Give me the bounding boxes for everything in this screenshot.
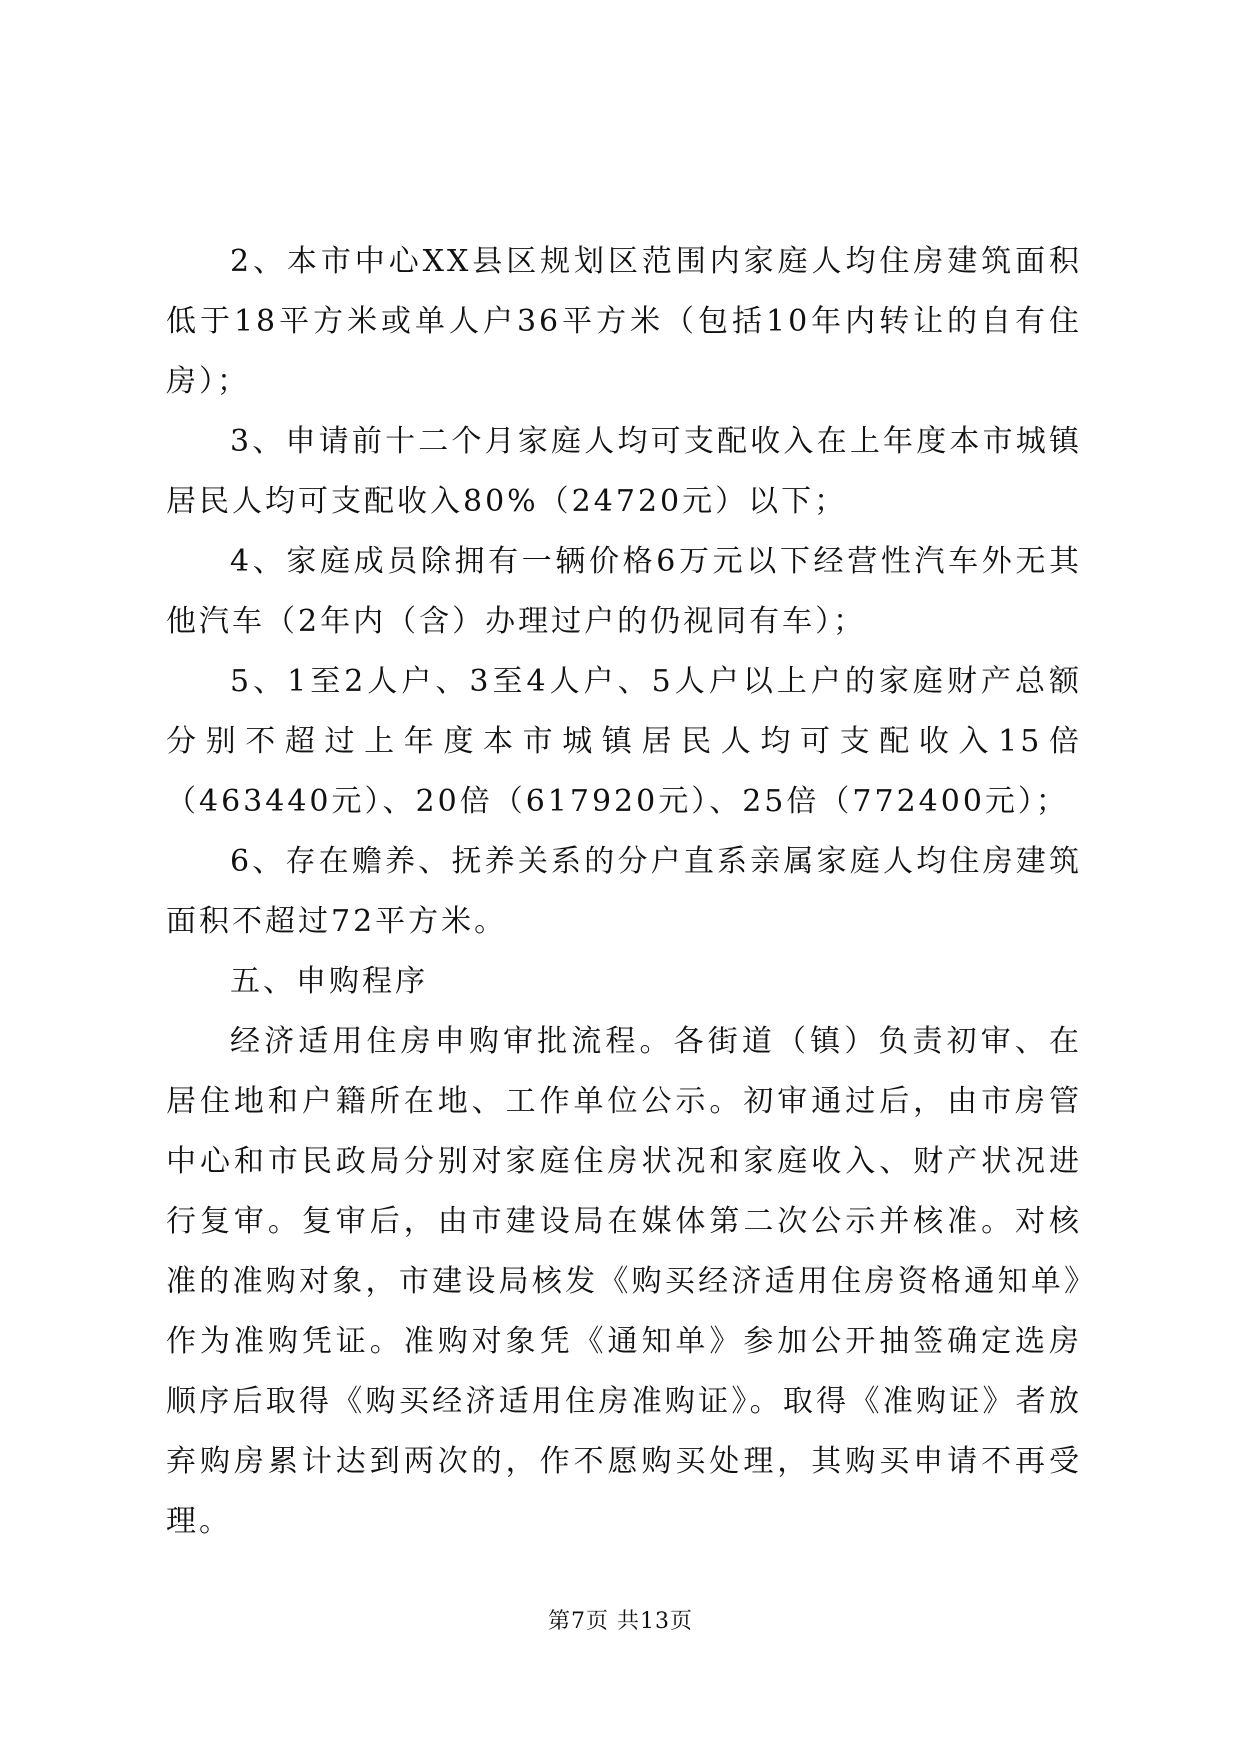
document-body xyxy=(166,232,1082,1552)
condition-item-2: 2、本市中心XX县区规划区范围内家庭人均住房建筑面积低于18平方米或单人户36平方米（包括10年内转让的自有住房）； xyxy=(166,244,1082,399)
procedure-paragraph: 经济适用住房申购审批流程。各街道（镇）负责初审、在居住地和户籍所在地、工作单位公示。初审通过后，由市房管中心和市民政局分别对家庭住房状况和家庭收入、财产状况进行复审。复审后，由市建设局在媒体第二次公示并核准。对核准的准购对象，市建设局核发《购买经济适用住房资格通知单》作为准购凭证。准购对象凭《通知单》参加公开抽签确定选房顺序后取得《购买经济适用住房准购证》。取得《准购证》者放弃购房累计达到两次的，作不愿购买处理，其购买申请不再受理。 xyxy=(166,1024,1082,1539)
condition-item-5: 5、1至2人户、3至4人户、5人户以上户的家庭财产总额分别不超过上年度本市城镇居民人均可支配收入15倍（463440元）、20倍（617920元）、25倍（772400元）； xyxy=(166,664,1082,819)
condition-item-3: 3、申请前十二个月家庭人均可支配收入在上年度本市城镇居民人均可支配收入80%（24720元）以下； xyxy=(166,424,1082,519)
section-heading: 五、申购程序 xyxy=(230,964,428,999)
condition-item-6: 6、存在赡养、抚养关系的分户直系亲属家庭人均住房建筑面积不超过72平方米。 xyxy=(166,844,1082,939)
page-number-footer: 第7页 共13页 xyxy=(548,1609,693,1634)
condition-item-4: 4、家庭成员除拥有一辆价格6万元以下经营性汽车外无其他汽车（2年内（含）办理过户的仍视同有车）； xyxy=(166,544,1082,639)
